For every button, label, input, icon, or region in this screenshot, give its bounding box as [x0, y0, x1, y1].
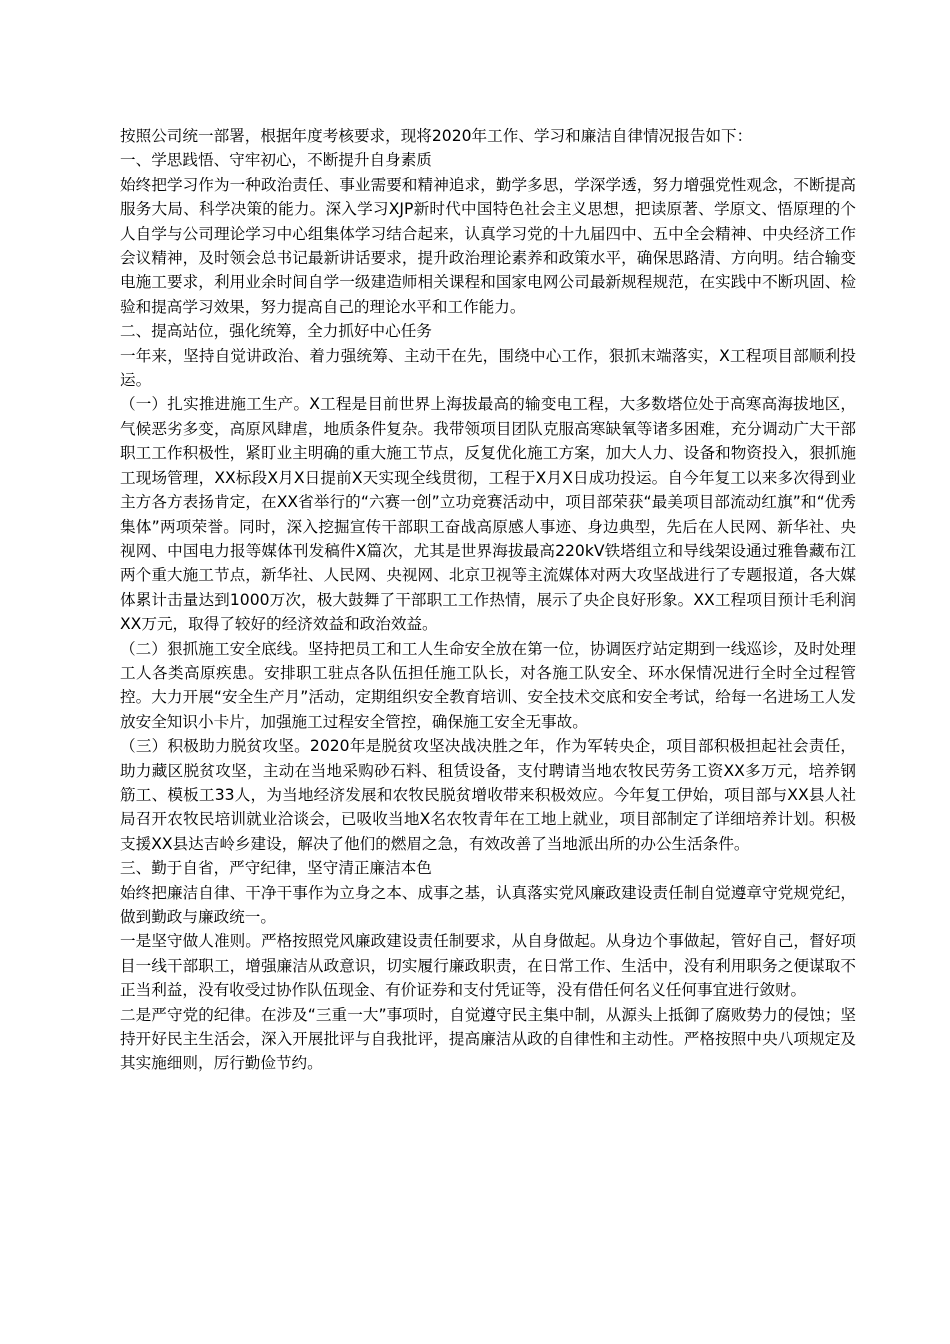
body-paragraph: 始终把学习作为一种政治责任、事业需要和精神追求，勤学多思，学深学透，努力增强党性观念，不断提高服务大局、科学决策的能力。深入学习XJP新时代中国特色社会主义思想，把读原著、学原文、悟原理的个人自学与公司理论学习中心组集体学习结合起来，认真学习党的十九届四中、五中全会精神、中央经济工作会议精神，及时领会总书记最新讲话要求，提升政治理论素养和政策水平，确保思路清、方向明。结合输变电施工要求，利用业余时间自学一级建造师相关课程和国家电网公司最新规程规范，在实践中不断巩固、检验和提高学习效果，努力提高自己的理论水平和工作能力。: [120, 175, 856, 316]
point-paragraph-1: 一是坚守做人准则。严格按照党风廉政建设责任制要求，从自身做起。从身边个事做起，管好自己，督好项目一线干部职工，增强廉洁从政意识，切实履行廉政职责，在日常工作、生活中，没有利用职务之便谋取不正当利益，没有收受过协作队伍现金、有价证券和支付凭证等，没有借任何名义任何事宜进行敛财。: [120, 932, 856, 1000]
body-paragraph: 一年来，坚持自觉讲政治、着力强统筹、主动干在先，围绕中心工作，狠抓末端落实，X工程项目部顺利投运。: [120, 346, 856, 390]
point-paragraph-2: 二是严守党的纪律。在涉及“三重一大”事项时，自觉遵守民主集中制，从源头上抵御了腐败势力的侵蚀；坚持开好民主生活会，深入开展批评与自我批评，提高廉洁从政的自律性和主动性。严格按照中央八项规定及其实施细则，厉行勤俭节约。: [120, 1005, 856, 1073]
section-heading-1: 一、学思践悟、守牢初心，不断提升自身素质: [120, 151, 432, 170]
section-heading-3: 三、勤于自省，严守纪律，坚守清正廉洁本色: [120, 859, 432, 878]
intro-paragraph: 按照公司统一部署，根据年度考核要求，现将2020年工作、学习和廉洁自律情况报告如下：: [120, 127, 753, 145]
subsection-paragraph-2: （二）狠抓施工安全底线。坚持把员工和工人生命安全放在第一位，协调医疗站定期到一线巡诊，及时处理工人各类高原疾患。安排职工驻点各队伍担任施工队长，对各施工队安全、环水保情况进行全时全过程管控。大力开展“安全生产月”活动，定期组织安全教育培训、安全技术交底和安全考试，给每一名进场工人发放安全知识小卡片，加强施工过程安全管控，确保施工安全无事故。: [120, 639, 856, 731]
section-heading-2: 二、提高站位，强化统筹，全力抓好中心任务: [120, 322, 432, 341]
subsection-paragraph-1: （一）扎实推进施工生产。X工程是目前世界上海拔最高的输变电工程，大多数塔位处于高寒高海拔地区，气候恶劣多变，高原风肆虐，地质条件复杂。我带领项目团队克服高寒缺氧等诸多困难，充分调动广大干部职工工作积极性，紧盯业主明确的重大施工节点，反复优化施工方案，加大人力、设备和物资投入，狠抓施工现场管理，XX标段X月X日提前X天实现全线贯彻，工程于X月X日成功投运。自今年复工以来多次得到业主方各方表扬肯定，在XX省举行的“六赛一创”立功竞赛活动中，项目部荣获“最美项目部流动红旗”和“优秀集体”两项荣誉。同时，深入挖掘宣传干部职工奋战高原感人事迹、身边典型，先后在人民网、新华社、央视网、中国电力报等媒体刊发稿件X篇次，尤其是世界海拔最高220kV铁塔组立和导线架设通过雅鲁藏布江两个重大施工节点，新华社、人民网、央视网、北京卫视等主流媒体对两大攻坚战进行了专题报道，各大媒体累计击量达到1000万次，极大鼓舞了干部职工工作热情，展示了央企良好形象。XX工程项目预计毛利润XX万元，取得了较好的经济效益和政治效益。: [120, 395, 856, 634]
body-paragraph: 始终把廉洁自律、干净干事作为立身之本、成事之基，认真落实党风廉政建设责任制自觉遵章守党规党纪，做到勤政与廉政统一。: [120, 883, 856, 926]
subsection-paragraph-3: （三）积极助力脱贫攻坚。2020年是脱贫攻坚决战决胜之年，作为军转央企，项目部积极担起社会责任，助力藏区脱贫攻坚，主动在当地采购砂石料、租赁设备，支付聘请当地农牧民劳务工资XX多万元，培养钢筋工、模板工33人，为当地经济发展和农牧民脱贫增收带来积极效应。今年复工伊始，项目部与XX县人社局召开农牧民培训就业洽谈会，已吸收当地X名农牧青年在工地上就业，项目部制定了详细培养计划。积极支援XX县达吉岭乡建设，解决了他们的燃眉之急，有效改善了当地派出所的办公生活条件。: [120, 737, 856, 853]
document-body: [120, 124, 856, 1076]
